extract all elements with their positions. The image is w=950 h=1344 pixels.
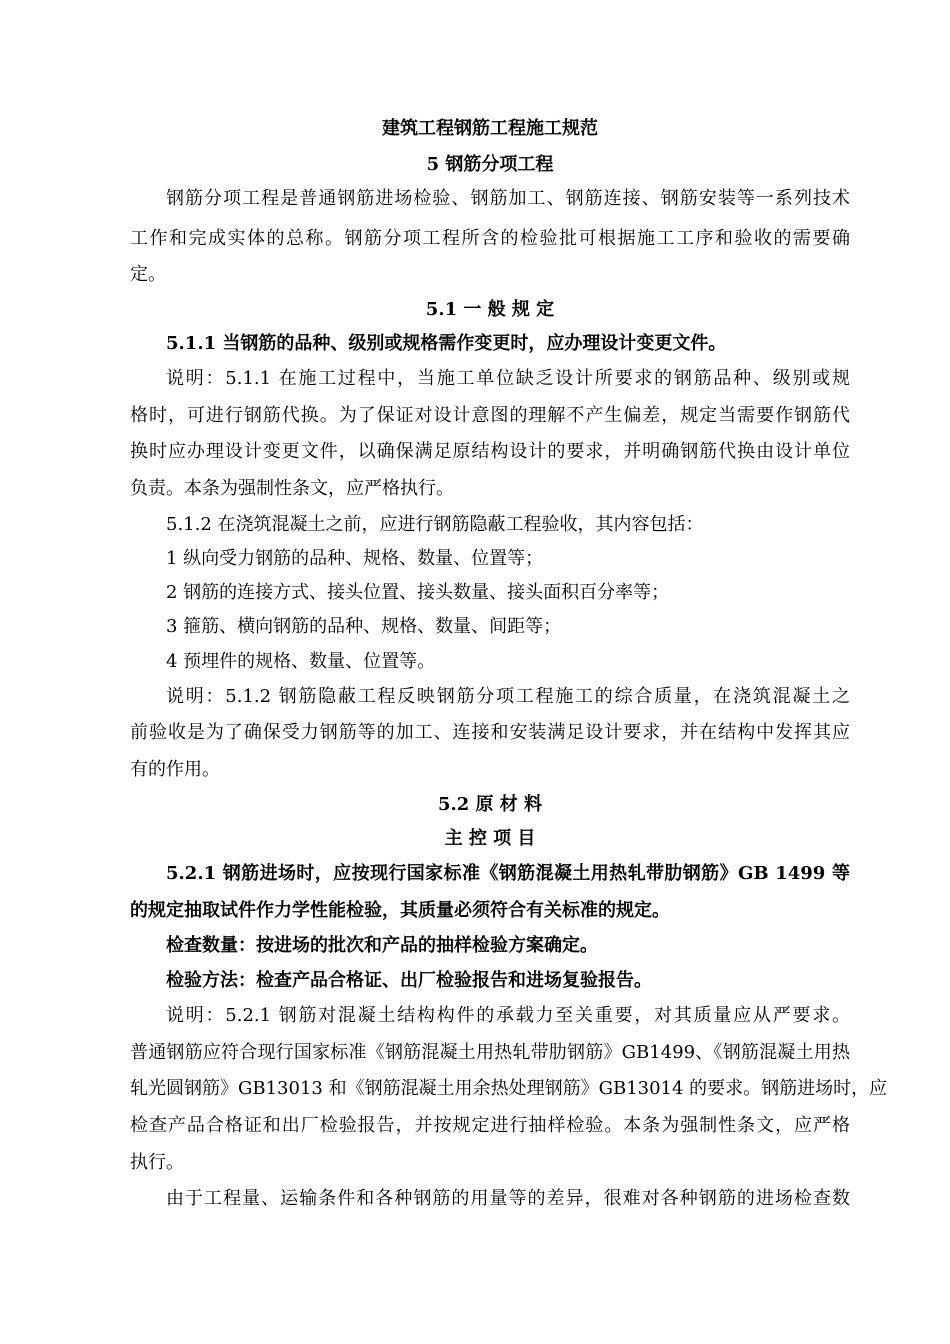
list-item-2: 2 钢筋的连接方式、接头位置、接头数量、接头面积百分率等； bbox=[166, 582, 670, 603]
list-item-1: 1 纵向受力钢筋的品种、规格、数量、位置等； bbox=[166, 548, 544, 569]
intro-line-2: 工作和完成实体的总称。钢筋分项工程所含的检验批可根据施工工序和验收的需要确 bbox=[130, 228, 850, 249]
note-5-1-2-line-1: 说明：5.1.2 钢筋隐蔽工程反映钢筋分项工程施工的综合质量，在浇筑混凝土之 bbox=[166, 686, 850, 707]
note-5-2-1-line-4: 检查产品合格证和出厂检验报告，并按规定进行抽样检验。本条为强制性条文，应严格 bbox=[130, 1115, 850, 1136]
clause-5-1-1: 5.1.1 当钢筋的品种、级别或规格需作变更时，应办理设计变更文件。 bbox=[166, 333, 727, 354]
note-5-1-1-line-2: 格时，可进行钢筋代换。为了保证对设计意图的理解不产生偏差，规定当需要作钢筋代 bbox=[130, 405, 850, 426]
section-5-2-subheading: 主 控 项 目 bbox=[444, 828, 536, 849]
clause-5-2-1-line-2: 的规定抽取试件作力学性能检验，其质量必须符合有关标准的规定。 bbox=[130, 900, 670, 921]
chapter-heading: 5 钢筋分项工程 bbox=[426, 154, 554, 175]
section-5-1-heading: 5.1 一 般 规 定 bbox=[425, 299, 555, 320]
note-5-1-1-line-1: 说明：5.1.1 在施工过程中，当施工单位缺乏设计所要求的钢筋品种、级别或规 bbox=[166, 368, 850, 389]
note-5-2-1-line-5: 执行。 bbox=[130, 1152, 184, 1173]
clause-5-2-1-line-1: 5.2.1 钢筋进场时，应按现行国家标准《钢筋混凝土用热轧带肋钢筋》GB 1499 等 bbox=[166, 863, 850, 884]
note-5-1-2-line-3: 有的作用。 bbox=[130, 759, 220, 780]
note-5-2-1-line-1: 说明：5.2.1 钢筋对混凝土结构构件的承载力至关重要，对其质量应从严要求。 bbox=[166, 1005, 850, 1026]
clause-5-1-2: 5.1.2 在浇筑混凝土之前，应进行钢筋隐蔽工程验收，其内容包括： bbox=[166, 514, 704, 535]
note-5-2-1-line-2: 普通钢筋应符合现行国家标准《钢筋混凝土用热轧带肋钢筋》GB1499、《钢筋混凝土用热 bbox=[130, 1042, 850, 1063]
document-title: 建筑工程钢筋工程施工规范 bbox=[382, 118, 598, 139]
intro-line-1: 钢筋分项工程是普通钢筋进场检验、钢筋加工、钢筋连接、钢筋安装等一系列技术 bbox=[166, 188, 850, 209]
check-quantity: 检查数量：按进场的批次和产品的抽样检验方案确定。 bbox=[166, 935, 598, 956]
note-5-1-2-line-2: 前验收是为了确保受力钢筋等的加工、连接和安装满足设计要求，并在结构中发挥其应 bbox=[130, 722, 850, 743]
paragraph-last-line: 由于工程量、运输条件和各种钢筋的用量等的差异，很难对各种钢筋的进场检查数 bbox=[166, 1188, 850, 1209]
intro-line-3: 定。 bbox=[130, 264, 166, 285]
note-5-1-1-line-3: 换时应办理设计变更文件，以确保满足原结构设计的要求，并明确钢筋代换由设计单位 bbox=[130, 441, 850, 462]
list-item-4: 4 预埋件的规格、数量、位置等。 bbox=[166, 651, 436, 672]
note-5-2-1-line-3: 轧光圆钢筋》GB13013 和《钢筋混凝土用余热处理钢筋》GB13014 的要求。钢筋进场时，应 bbox=[130, 1078, 888, 1099]
check-method: 检验方法：检查产品合格证、出厂检验报告和进场复验报告。 bbox=[166, 970, 652, 991]
list-item-3: 3 箍筋、横向钢筋的品种、规格、数量、间距等； bbox=[166, 616, 562, 637]
note-5-1-1-line-4: 负责。本条为强制性条文，应严格执行。 bbox=[130, 478, 454, 499]
section-5-2-heading: 5.2 原 材 料 bbox=[437, 794, 543, 815]
